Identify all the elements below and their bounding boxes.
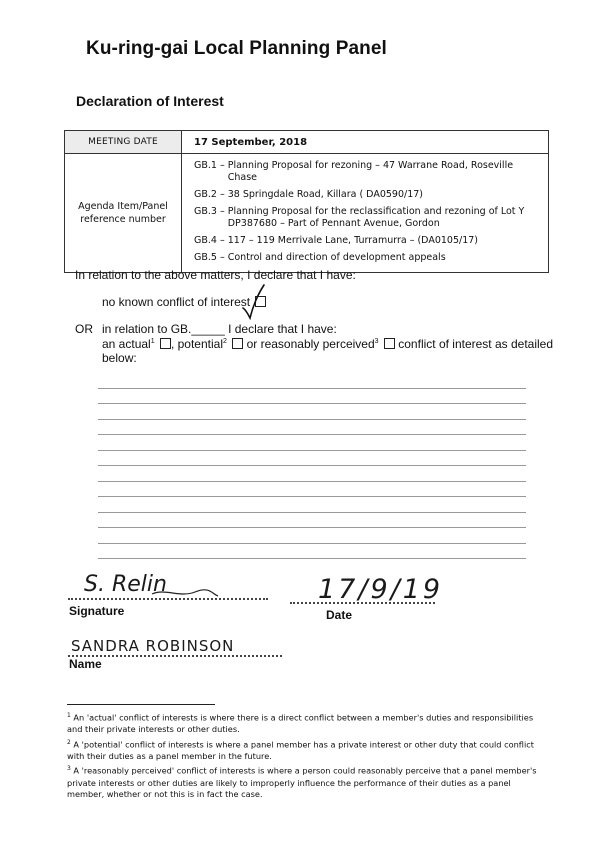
detail-line[interactable]: [98, 451, 526, 467]
detail-line[interactable]: [98, 404, 526, 420]
conflict-detail-label: conflict of interest as detailed: [394, 337, 554, 351]
footnote-number: 1: [67, 712, 71, 719]
detail-line[interactable]: [98, 466, 526, 482]
agenda-item-code: GB.3 –: [194, 206, 228, 217]
footnote-number: 3: [67, 765, 71, 773]
signature-field[interactable]: [68, 598, 268, 600]
detail-line[interactable]: [98, 373, 526, 389]
footnotes: [67, 710, 537, 802]
footnote-ref-3: 3: [374, 338, 379, 345]
footnote-ref-2: 2: [223, 338, 227, 345]
detail-line[interactable]: [98, 513, 526, 529]
agenda-label: [65, 154, 182, 273]
potential-label: , potential: [170, 337, 223, 351]
agenda-item-code: GB.4 –: [194, 235, 228, 246]
agenda-item-code: GB.2 –: [194, 189, 228, 200]
detail-line[interactable]: [98, 389, 526, 405]
meeting-date-row: [65, 131, 549, 154]
perceived-checkbox[interactable]: [384, 338, 395, 349]
detail-line[interactable]: [98, 497, 526, 513]
declaration-intro: In relation to the above matters, I declare that I have:: [75, 268, 356, 282]
detail-line[interactable]: [98, 482, 526, 498]
agenda-label-line2: reference number: [80, 214, 166, 225]
agenda-item-gb4: [194, 235, 544, 247]
agenda-item-text: Control and direction of development appeals: [227, 252, 446, 263]
footnote-text: A 'reasonably perceived' conflict of interests is where a person could reasonably perceive that a panel member's private interests or other duties are likely to improperly influence the performance of their duties as a panel member, whether or not this is in fact the case.: [67, 766, 537, 800]
detail-line[interactable]: [98, 528, 526, 544]
page-title: Ku-ring-gai Local Planning Panel: [86, 38, 387, 59]
footnote-divider: [67, 704, 215, 705]
agenda-item-gb1: [194, 160, 544, 184]
agenda-item-gb3: [194, 206, 544, 230]
details-lines[interactable]: [98, 373, 526, 559]
or-label: OR: [75, 322, 93, 336]
agenda-items: [182, 154, 549, 273]
meeting-date-label: MEETING DATE: [65, 131, 182, 154]
agenda-item-text: 38 Springdale Road, Killara ( DA0590/17): [227, 189, 423, 200]
signature-label: Signature: [69, 604, 125, 618]
agenda-item-text: 117 – 119 Merrivale Lane, Turramurra – (DA0105/17): [227, 235, 479, 246]
actual-checkbox[interactable]: [160, 338, 171, 349]
date-label: Date: [326, 608, 353, 622]
checkmark-icon: [240, 284, 266, 320]
no-conflict-label: no known conflict of interest: [102, 295, 251, 309]
footnote-text: A 'potential' conflict of interests is where a panel member has a private interest or other duty that could conflict with their duties as a panel member in the future.: [67, 739, 534, 761]
agenda-label-line1: Agenda Item/Panel: [78, 201, 168, 212]
footnote-number: 2: [67, 738, 71, 746]
handwritten-signature: S. Relin: [84, 572, 167, 597]
agenda-item-code: GB.5 –: [194, 252, 228, 263]
footnote-3: [67, 763, 537, 800]
agenda-item-text: Planning Proposal for the reclassification and rezoning of Lot Y DP387680 – Part of Pennant Avenue, Gordon: [227, 206, 525, 229]
agenda-item-code: GB.1 –: [194, 160, 228, 171]
conflict-type-line: [102, 337, 553, 351]
agenda-item-gb2: [194, 189, 544, 201]
handwritten-name: SANDRA ROBINSON: [71, 637, 235, 655]
date-field[interactable]: [290, 602, 435, 604]
agenda-row: [65, 154, 549, 273]
agenda-item-text: Planning Proposal for rezoning – 47 Warrane Road, Roseville Chase: [227, 160, 514, 183]
meeting-table: [64, 130, 549, 273]
detail-line[interactable]: [98, 435, 526, 451]
form-subtitle: Declaration of Interest: [76, 93, 224, 109]
footnote-2: [67, 737, 537, 763]
perceived-label: or reasonably perceived: [243, 337, 375, 351]
detail-line[interactable]: [98, 420, 526, 436]
footnote-text: An 'actual' conflict of interests is where there is a direct conflict between a member's duties and responsibilities and their private interests or other duties.: [67, 712, 534, 735]
meeting-date-value: 17 September, 2018: [182, 131, 549, 154]
name-label: Name: [69, 657, 102, 671]
below-label: below:: [102, 351, 137, 365]
handwritten-date: 17/9/19: [318, 574, 444, 605]
footnote-1: [67, 710, 537, 736]
detail-line[interactable]: [98, 544, 526, 560]
potential-checkbox[interactable]: [232, 338, 243, 349]
gb-relation-line: in relation to GB._____ I declare that I have:: [102, 322, 337, 336]
agenda-item-gb5: [194, 252, 544, 264]
actual-label: an actual: [102, 337, 151, 351]
footnote-ref-1: 1: [150, 338, 155, 345]
